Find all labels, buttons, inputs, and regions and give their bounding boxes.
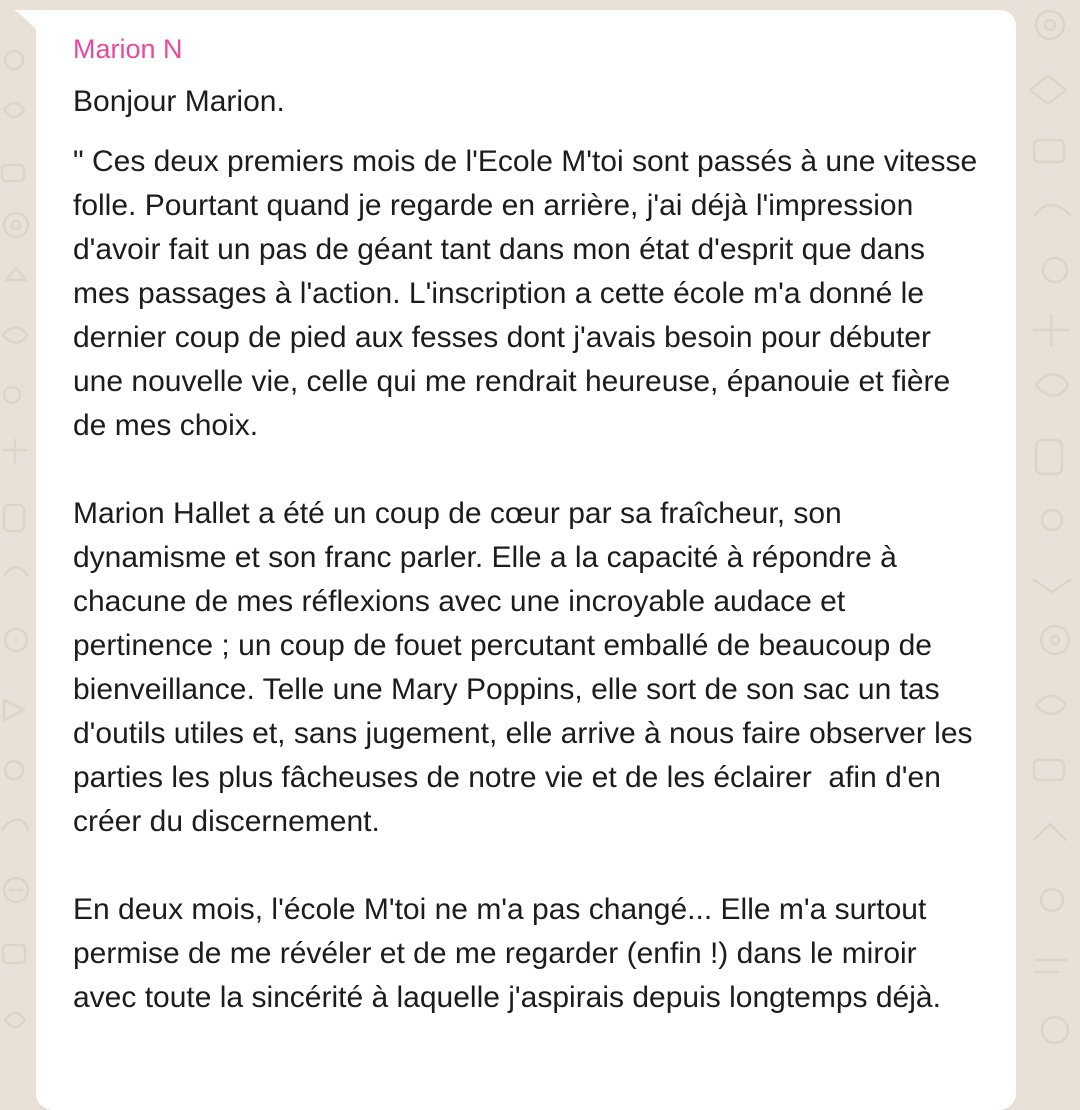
paragraph-spacer — [73, 844, 986, 888]
message-paragraph-3: En deux mois, l'école M'toi ne m'a pas changé... Elle m'a surtout permise de me révéler et de me regarder (enfin !) dans le miroir avec toute la sincérité à laquelle j'aspirais depuis longtemps déjà. — [73, 893, 941, 1014]
message-bubble[interactable] — [36, 10, 1016, 1110]
bubble-tail — [14, 10, 38, 34]
message-greeting: Bonjour Marion. — [73, 85, 285, 118]
sender-name: Marion N — [73, 34, 183, 64]
paragraph-spacer — [73, 448, 986, 492]
message-paragraph-1: " Ces deux premiers mois de l'Ecole M'toi sont passés à une vitesse folle. Pourtant quand je regarde en arrière, j'ai déjà l'impression d'avoir fait un pas de géant tant dans mon état d'esprit que dans mes passages à l'action. L'inscription a cette école m'a donné le dernier coup de pied aux fesses dont j'avais besoin pour débuter une nouvelle vie, celle qui me rendrait heureuse, épanouie et fière de mes choix. — [73, 145, 986, 442]
message-paragraph-2: Marion Hallet a été un coup de cœur par sa fraîcheur, son dynamisme et son franc parler. Elle a la capacité à répondre à chacune de mes réflexions avec une incroyable audace et pertinence ; un coup de fouet percutant emballé de beaucoup de bienveillance. Telle une Mary Poppins, elle sort de son sac un tas d'outils utiles et, sans jugement, elle arrive à nous faire observer les parties les plus fâcheuses de notre vie et de les éclairer afin d'en créer du discernement. — [73, 497, 981, 838]
